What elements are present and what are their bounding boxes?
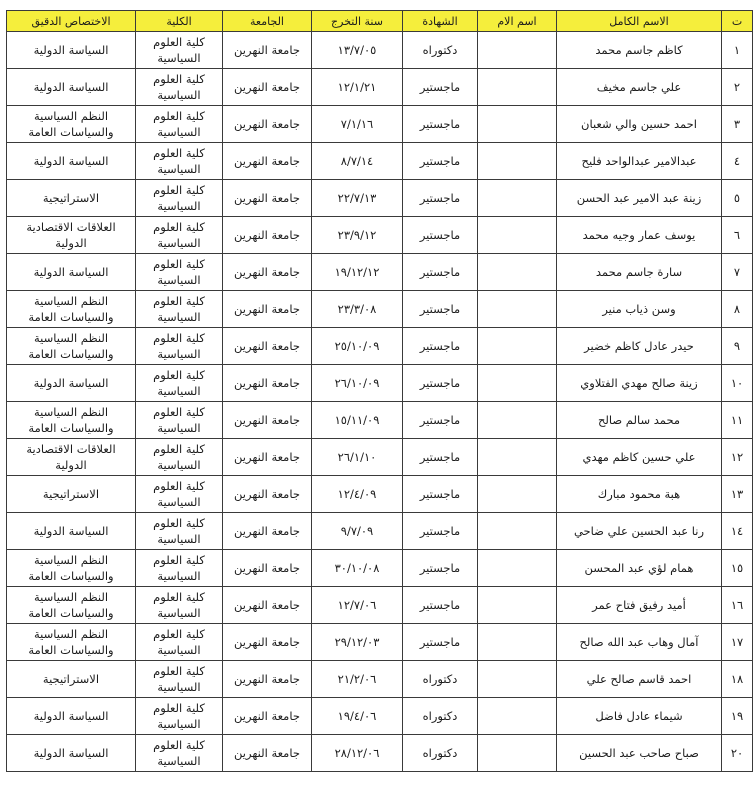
header-row — [7, 11, 753, 32]
row-number: ٢ — [722, 69, 753, 106]
row-specialization: العلاقات الاقتصادية الدولية — [7, 217, 136, 254]
row-specialization: السياسة الدولية — [7, 254, 136, 291]
row-number: ٢٠ — [722, 735, 753, 772]
row-degree: ماجستير — [403, 106, 478, 143]
row-graduation-year: ٧/١/١٦ — [312, 106, 403, 143]
table-row — [7, 291, 753, 328]
row-college: كلية العلوم السياسية — [136, 106, 223, 143]
row-graduation-year: ١٢/٤/٠٩ — [312, 476, 403, 513]
row-college: كلية العلوم السياسية — [136, 513, 223, 550]
row-full-name: أميد رفيق فتاح عمر — [557, 587, 722, 624]
table-row — [7, 180, 753, 217]
row-university: جامعة النهرين — [223, 587, 312, 624]
header-degree: الشهادة — [403, 11, 478, 32]
row-full-name: علي حسين كاظم مهدي — [557, 439, 722, 476]
row-degree: ماجستير — [403, 143, 478, 180]
row-graduation-year: ٢٢/٧/١٣ — [312, 180, 403, 217]
row-university: جامعة النهرين — [223, 661, 312, 698]
row-mother-name — [478, 513, 557, 550]
row-number: ١٦ — [722, 587, 753, 624]
row-degree: ماجستير — [403, 624, 478, 661]
row-mother-name — [478, 698, 557, 735]
row-graduation-year: ٢٦/١٠/٠٩ — [312, 365, 403, 402]
row-mother-name — [478, 661, 557, 698]
row-mother-name — [478, 180, 557, 217]
row-number: ١ — [722, 32, 753, 69]
row-full-name: صباح صاحب عبد الحسين — [557, 735, 722, 772]
table-row — [7, 735, 753, 772]
row-degree: ماجستير — [403, 365, 478, 402]
row-college: كلية العلوم السياسية — [136, 587, 223, 624]
row-mother-name — [478, 106, 557, 143]
row-specialization: السياسة الدولية — [7, 513, 136, 550]
row-graduation-year: ١٢/٧/٠٦ — [312, 587, 403, 624]
row-specialization: السياسة الدولية — [7, 143, 136, 180]
row-degree: دكتوراه — [403, 698, 478, 735]
row-mother-name — [478, 402, 557, 439]
row-mother-name — [478, 439, 557, 476]
row-mother-name — [478, 735, 557, 772]
row-number: ١٣ — [722, 476, 753, 513]
header-full-name: الاسم الكامل — [557, 11, 722, 32]
table-row — [7, 587, 753, 624]
row-number: ٨ — [722, 291, 753, 328]
row-mother-name — [478, 69, 557, 106]
row-specialization: السياسة الدولية — [7, 365, 136, 402]
row-specialization: النظم السياسية والسياسات العامة — [7, 624, 136, 661]
row-graduation-year: ١٢/١/٢١ — [312, 69, 403, 106]
row-number: ١٠ — [722, 365, 753, 402]
row-full-name: علي جاسم مخيف — [557, 69, 722, 106]
row-university: جامعة النهرين — [223, 365, 312, 402]
row-full-name: وسن ذياب منير — [557, 291, 722, 328]
row-college: كلية العلوم السياسية — [136, 291, 223, 328]
row-university: جامعة النهرين — [223, 513, 312, 550]
row-number: ١٩ — [722, 698, 753, 735]
graduates-sheet — [6, 10, 744, 772]
row-degree: ماجستير — [403, 217, 478, 254]
table-row — [7, 32, 753, 69]
header-mother-name: اسم الام — [478, 11, 557, 32]
row-graduation-year: ١٣/٧/٠٥ — [312, 32, 403, 69]
row-number: ١٥ — [722, 550, 753, 587]
table-row — [7, 254, 753, 291]
row-college: كلية العلوم السياسية — [136, 328, 223, 365]
row-full-name: زينة صالح مهدي الفتلاوي — [557, 365, 722, 402]
row-university: جامعة النهرين — [223, 69, 312, 106]
row-number: ٧ — [722, 254, 753, 291]
row-number: ١٤ — [722, 513, 753, 550]
row-full-name: رنا عبد الحسين علي ضاحي — [557, 513, 722, 550]
row-college: كلية العلوم السياسية — [136, 217, 223, 254]
row-university: جامعة النهرين — [223, 106, 312, 143]
row-full-name: عبدالامير عبدالواحد فليح — [557, 143, 722, 180]
row-degree: ماجستير — [403, 69, 478, 106]
row-specialization: السياسة الدولية — [7, 698, 136, 735]
row-degree: ماجستير — [403, 439, 478, 476]
row-specialization: النظم السياسية والسياسات العامة — [7, 106, 136, 143]
table-row — [7, 624, 753, 661]
row-graduation-year: ٢١/٢/٠٦ — [312, 661, 403, 698]
row-degree: دكتوراه — [403, 735, 478, 772]
row-degree: دكتوراه — [403, 32, 478, 69]
row-degree: ماجستير — [403, 291, 478, 328]
row-college: كلية العلوم السياسية — [136, 698, 223, 735]
row-full-name: احمد حسين والي شعبان — [557, 106, 722, 143]
table-row — [7, 106, 753, 143]
row-college: كلية العلوم السياسية — [136, 550, 223, 587]
header-graduation-year: سنة التخرج — [312, 11, 403, 32]
row-specialization: الاستراتيجية — [7, 661, 136, 698]
row-graduation-year: ١٩/١٢/١٢ — [312, 254, 403, 291]
row-mother-name — [478, 143, 557, 180]
row-college: كلية العلوم السياسية — [136, 439, 223, 476]
row-graduation-year: ٢٩/١٢/٠٣ — [312, 624, 403, 661]
row-university: جامعة النهرين — [223, 291, 312, 328]
row-degree: ماجستير — [403, 180, 478, 217]
row-university: جامعة النهرين — [223, 402, 312, 439]
row-full-name: كاظم جاسم محمد — [557, 32, 722, 69]
table-row — [7, 365, 753, 402]
table-row — [7, 402, 753, 439]
row-graduation-year: ١٩/٤/٠٦ — [312, 698, 403, 735]
row-graduation-year: ٢٣/٩/١٢ — [312, 217, 403, 254]
row-specialization: السياسة الدولية — [7, 69, 136, 106]
table-body — [7, 32, 753, 772]
row-number: ٤ — [722, 143, 753, 180]
row-graduation-year: ١٥/١١/٠٩ — [312, 402, 403, 439]
row-number: ١١ — [722, 402, 753, 439]
table-row — [7, 439, 753, 476]
table-row — [7, 217, 753, 254]
row-graduation-year: ٣٠/١٠/٠٨ — [312, 550, 403, 587]
row-mother-name — [478, 217, 557, 254]
row-full-name: آمال وهاب عبد الله صالح — [557, 624, 722, 661]
row-degree: ماجستير — [403, 254, 478, 291]
header-num: ت — [722, 11, 753, 32]
row-university: جامعة النهرين — [223, 735, 312, 772]
row-graduation-year: ٨/٧/١٤ — [312, 143, 403, 180]
row-specialization: النظم السياسية والسياسات العامة — [7, 328, 136, 365]
row-specialization: العلاقات الاقتصادية الدولية — [7, 439, 136, 476]
graduates-table — [6, 10, 753, 772]
row-full-name: هبة محمود مبارك — [557, 476, 722, 513]
header-specialization: الاختصاص الدقيق — [7, 11, 136, 32]
row-mother-name — [478, 328, 557, 365]
row-degree: دكتوراه — [403, 661, 478, 698]
row-university: جامعة النهرين — [223, 439, 312, 476]
row-full-name: سارة جاسم محمد — [557, 254, 722, 291]
row-number: ١٧ — [722, 624, 753, 661]
row-college: كلية العلوم السياسية — [136, 254, 223, 291]
row-degree: ماجستير — [403, 587, 478, 624]
row-university: جامعة النهرين — [223, 32, 312, 69]
row-degree: ماجستير — [403, 328, 478, 365]
table-row — [7, 328, 753, 365]
row-university: جامعة النهرين — [223, 328, 312, 365]
row-degree: ماجستير — [403, 513, 478, 550]
row-degree: ماجستير — [403, 550, 478, 587]
row-university: جامعة النهرين — [223, 550, 312, 587]
row-full-name: همام لؤي عبد المحسن — [557, 550, 722, 587]
row-mother-name — [478, 32, 557, 69]
row-college: كلية العلوم السياسية — [136, 402, 223, 439]
row-college: كلية العلوم السياسية — [136, 365, 223, 402]
row-full-name: احمد قاسم صالح علي — [557, 661, 722, 698]
row-number: ٣ — [722, 106, 753, 143]
row-graduation-year: ٢٨/١٢/٠٦ — [312, 735, 403, 772]
row-graduation-year: ٢٣/٣/٠٨ — [312, 291, 403, 328]
row-university: جامعة النهرين — [223, 476, 312, 513]
row-mother-name — [478, 365, 557, 402]
row-full-name: يوسف عمار وجيه محمد — [557, 217, 722, 254]
row-university: جامعة النهرين — [223, 698, 312, 735]
table-header — [7, 11, 753, 32]
row-full-name: محمد سالم صالح — [557, 402, 722, 439]
row-specialization: السياسة الدولية — [7, 32, 136, 69]
table-row — [7, 550, 753, 587]
row-college: كلية العلوم السياسية — [136, 180, 223, 217]
row-graduation-year: ٢٥/١٠/٠٩ — [312, 328, 403, 365]
row-university: جامعة النهرين — [223, 217, 312, 254]
row-specialization: النظم السياسية والسياسات العامة — [7, 402, 136, 439]
row-number: ١٨ — [722, 661, 753, 698]
row-university: جامعة النهرين — [223, 254, 312, 291]
row-graduation-year: ٩/٧/٠٩ — [312, 513, 403, 550]
row-number: ٦ — [722, 217, 753, 254]
row-number: ٩ — [722, 328, 753, 365]
row-college: كلية العلوم السياسية — [136, 32, 223, 69]
row-degree: ماجستير — [403, 402, 478, 439]
row-specialization: النظم السياسية والسياسات العامة — [7, 291, 136, 328]
row-specialization: السياسة الدولية — [7, 735, 136, 772]
row-college: كلية العلوم السياسية — [136, 624, 223, 661]
row-full-name: زينة عبد الامير عبد الحسن — [557, 180, 722, 217]
row-mother-name — [478, 476, 557, 513]
row-specialization: النظم السياسية والسياسات العامة — [7, 550, 136, 587]
row-mother-name — [478, 254, 557, 291]
table-row — [7, 513, 753, 550]
row-university: جامعة النهرين — [223, 624, 312, 661]
row-university: جامعة النهرين — [223, 143, 312, 180]
row-mother-name — [478, 550, 557, 587]
row-mother-name — [478, 291, 557, 328]
table-row — [7, 698, 753, 735]
row-specialization: الاستراتيجية — [7, 476, 136, 513]
table-row — [7, 69, 753, 106]
header-college: الكلية — [136, 11, 223, 32]
row-college: كلية العلوم السياسية — [136, 476, 223, 513]
row-college: كلية العلوم السياسية — [136, 69, 223, 106]
row-mother-name — [478, 587, 557, 624]
row-college: كلية العلوم السياسية — [136, 143, 223, 180]
row-degree: ماجستير — [403, 476, 478, 513]
table-row — [7, 661, 753, 698]
row-number: ١٢ — [722, 439, 753, 476]
row-specialization: الاستراتيجية — [7, 180, 136, 217]
row-university: جامعة النهرين — [223, 180, 312, 217]
row-full-name: شيماء عادل فاضل — [557, 698, 722, 735]
row-mother-name — [478, 624, 557, 661]
header-university: الجامعة — [223, 11, 312, 32]
row-graduation-year: ٢٦/١/١٠ — [312, 439, 403, 476]
table-row — [7, 143, 753, 180]
table-row — [7, 476, 753, 513]
row-college: كلية العلوم السياسية — [136, 661, 223, 698]
row-specialization: النظم السياسية والسياسات العامة — [7, 587, 136, 624]
row-full-name: حيدر عادل كاظم خضير — [557, 328, 722, 365]
row-college: كلية العلوم السياسية — [136, 735, 223, 772]
row-number: ٥ — [722, 180, 753, 217]
